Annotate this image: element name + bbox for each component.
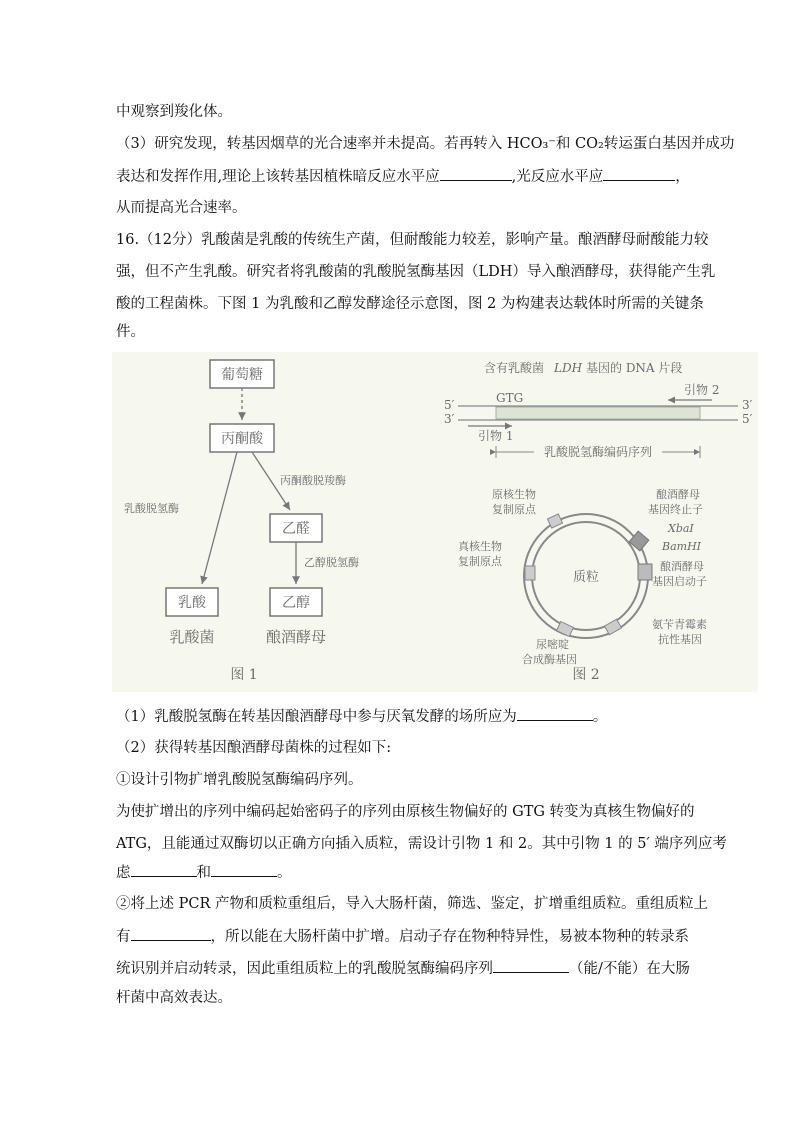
step2-line2: 有 ，所以能在大肠杆菌中扩增。启动子存在物种特异性，易被本物种的转录系 [116,926,689,947]
step2-line1: ②将上述 PCR 产物和质粒重组后，导入大肠杆菌，筛选、鉴定，扩增重组质粒。重组质粒上 [116,896,708,912]
answer-blank[interactable] [131,926,211,941]
step1-line1: ①设计引物扩增乳酸脱氢酶编码序列。 [116,772,363,788]
prok-ori-label: 原核生物复制原点 [492,488,536,516]
fig2-title-a: 含有乳酸菌 [484,361,545,375]
lab-label: 乳酸菌 [169,628,215,646]
q16-line4: 件。 [116,324,145,340]
q3-line1: （3）研究发现，转基因烟草的光合速率并未提高。若再转入 HCO₃⁻和 CO₂转运蛋白基因并成功 [116,136,735,152]
euk-ori-label: 真核生物复制原点 [458,540,502,568]
acetaldehyde-label: 乙醛 [282,521,310,537]
fig2-title-c: 基因的 DNA 片段 [586,361,683,375]
text-line: 中观察到羧化体。 [116,104,232,120]
ethanol-label: 乙醇 [282,595,310,611]
fig1-caption: 图 1 [230,667,258,683]
q3-line3: 从而提高光合速率。 [116,200,247,216]
adh-enzyme-label: 乙醇脱氢酶 [304,556,359,569]
pyruvate-label: 丙酮酸 [221,431,263,447]
q16-line3: 酸的工程菌株。下图 1 为乳酸和乙醇发酵途径示意图，图 2 为构建表达载体时所需的关键条 [116,296,704,312]
promoter-segment [638,564,652,580]
ldh-coding-region [496,407,700,419]
plasmid-label: 质粒 [572,570,600,585]
euk-ori-segment [525,566,535,580]
coding-sequence-label: 乳酸脱氢酶编码序列 [543,445,653,459]
fig2-caption: 图 2 [572,667,600,683]
figures [112,352,758,692]
answer-blank[interactable] [493,958,569,973]
answer-blank[interactable] [440,166,512,181]
fig2-title-ldh: LDH [554,361,583,375]
lactate-label: 乳酸 [178,595,206,611]
dna-3prime-left: 3′ [444,412,455,426]
step2-line4: 杆菌中高效表达。 [116,990,232,1006]
q16-line1: 16.（12分）乳酸菌是乳酸的传统生产菌，但耐酸能力较差，影响产量。酿酒酵母耐酸能力较 [116,232,709,248]
primer2-label: 引物 2 [684,383,720,397]
dna-5prime-right: 5′ [742,412,753,426]
terminator-label: 酿酒酵母基因终止子 [648,488,703,516]
xbai-label: XbaI [668,522,694,535]
step1-line2: 为使扩增出的序列中编码起始密码子的序列由原核生物偏好的 GTG 转变为真核生物偏好的 [116,804,695,820]
neo-label: 氨苄青霉素抗性基因 [652,618,707,646]
dna-5prime-left: 5′ [444,398,455,412]
uracil-label: 尿嘧啶合成酶基因 [522,638,577,666]
pdc-enzyme-label: 丙酮酸脱羧酶 [280,474,346,487]
step1-line3: ATG，且能通过双酶切以正确方向插入质粒，需设计引物 1 和 2。其中引物 1 的 5′ 端序列应考 [116,836,727,852]
step2-line3: 统识别并启动转录，因此重组质粒上的乳酸脱氢酶编码序列 （能/不能）在大肠 [116,958,690,979]
primer1-label: 引物 1 [478,429,514,443]
answer-blank[interactable] [603,166,675,181]
glucose-label: 葡萄糖 [221,367,263,383]
figure-svg [112,352,758,692]
answer-blank[interactable] [517,706,593,721]
q16-line2: 强，但不产生乳酸。研究者将乳酸菌的乳酸脱氢酶基因（LDH）导入酿酒酵母，获得能产生乳 [116,264,716,280]
q3-line2: 表达和发挥作用,理论上该转基因植株暗反应水平应 ,光反应水平应 ， [116,166,690,187]
dna-3prime-right: 3′ [742,398,753,412]
gtg-label: GTG [496,391,524,405]
bamhi-label: BamHI [662,540,702,553]
q2-line: （2）获得转基因酿酒酵母菌株的过程如下: [116,740,392,756]
promoter-label: 酿酒酵母基因启动子 [652,560,707,588]
q1-line: （1）乳酸脱氢酶在转基因酿酒酵母中参与厌氧发酵的场所应为 。 [116,706,607,727]
answer-blank[interactable] [211,862,277,877]
yeast-label: 酿酒酵母 [265,628,327,646]
answer-blank[interactable] [131,862,197,877]
step1-line4: 虑 和 。 [116,862,292,883]
ldh-enzyme-label: 乳酸脱氢酶 [124,502,179,515]
